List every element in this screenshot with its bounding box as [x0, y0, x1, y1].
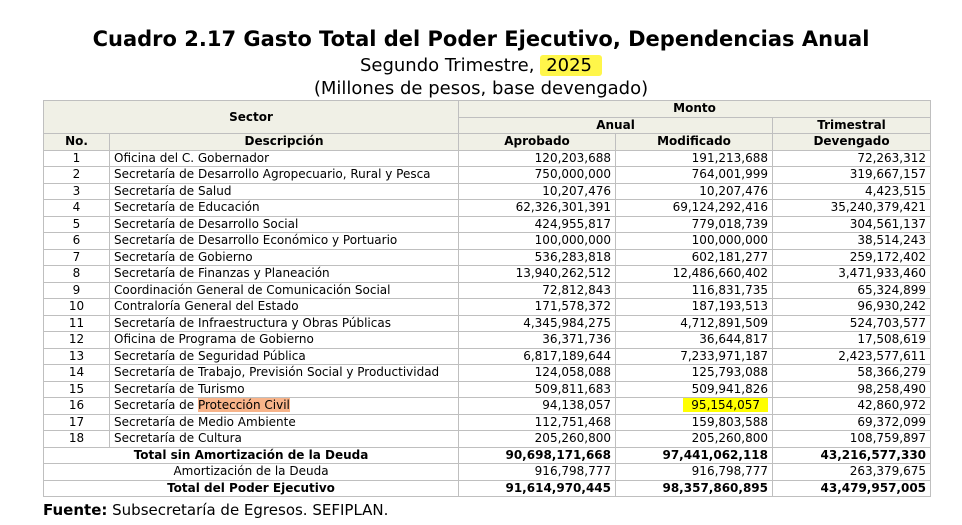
header-modificado: Modificado	[616, 134, 773, 151]
header-descripcion: Descripción	[110, 134, 459, 151]
total-sin-amortizacion-devengado: 43,216,577,330	[773, 447, 931, 464]
row-devengado: 524,703,577	[773, 315, 931, 332]
row-devengado: 96,930,242	[773, 299, 931, 316]
row-description: Secretaría de Desarrollo Económico y Portuario	[110, 233, 459, 250]
modificado-highlight: 95,154,057	[683, 398, 768, 412]
row-aprobado: 112,751,468	[459, 414, 616, 431]
page-title: Cuadro 2.17 Gasto Total del Poder Ejecutivo, Dependencias Anual	[92, 27, 870, 51]
table-row	[44, 299, 931, 316]
row-modificado: 7,233,971,187	[616, 348, 773, 365]
table-row	[44, 348, 931, 365]
table-row	[44, 414, 931, 431]
subtitle-year: 2025	[540, 55, 602, 76]
row-modificado: 12,486,660,402	[616, 266, 773, 283]
row-no: 11	[44, 315, 110, 332]
header-no: No.	[44, 134, 110, 151]
row-no: 13	[44, 348, 110, 365]
row-description: Secretaría de Seguridad Pública	[110, 348, 459, 365]
table-row	[44, 150, 931, 167]
table-row	[44, 183, 931, 200]
row-modificado: 10,207,476	[616, 183, 773, 200]
row-aprobado: 10,207,476	[459, 183, 616, 200]
row-description: Coordinación General de Comunicación Social	[110, 282, 459, 299]
row-modificado: 187,193,513	[616, 299, 773, 316]
row-aprobado: 124,058,088	[459, 365, 616, 382]
header-anual: Anual	[459, 117, 773, 134]
table-row	[44, 431, 931, 448]
row-description: Secretaría de Infraestructura y Obras Públicas	[110, 315, 459, 332]
row-no: 3	[44, 183, 110, 200]
row-no: 14	[44, 365, 110, 382]
row-no: 9	[44, 282, 110, 299]
source-label: Fuente:	[43, 501, 108, 519]
row-modificado: 4,712,891,509	[616, 315, 773, 332]
row-aprobado: 6,817,189,644	[459, 348, 616, 365]
table-row	[44, 332, 931, 349]
row-aprobado: 205,260,800	[459, 431, 616, 448]
total-sin-amortizacion-label: Total sin Amortización de la Deuda	[44, 447, 459, 464]
row-aprobado: 100,000,000	[459, 233, 616, 250]
table-row	[44, 282, 931, 299]
row-aprobado: 536,283,818	[459, 249, 616, 266]
row-modificado	[616, 398, 773, 415]
row-description: Oficina de Programa de Gobierno	[110, 332, 459, 349]
table-row	[44, 249, 931, 266]
total-poder-ejecutivo-modificado: 98,357,860,895	[616, 480, 773, 497]
total-poder-ejecutivo-label: Total del Poder Ejecutivo	[44, 480, 459, 497]
row-description: Secretaría de Trabajo, Previsión Social y Productividad	[110, 365, 459, 382]
row-description: Secretaría de Turismo	[110, 381, 459, 398]
row-description: Contraloría General del Estado	[110, 299, 459, 316]
row-devengado: 4,423,515	[773, 183, 931, 200]
row-devengado: 42,860,972	[773, 398, 931, 415]
row-aprobado: 171,578,372	[459, 299, 616, 316]
row-devengado: 98,258,490	[773, 381, 931, 398]
header-sector: Sector	[44, 101, 459, 134]
row-modificado: 159,803,588	[616, 414, 773, 431]
expenditure-table	[43, 100, 931, 497]
row-devengado: 259,172,402	[773, 249, 931, 266]
row-description-prefix: Secretaría de	[114, 398, 198, 413]
row-modificado: 36,644,817	[616, 332, 773, 349]
source-text: Subsecretaría de Egresos. SEFIPLAN.	[107, 501, 389, 519]
row-description: Secretaría de Finanzas y Planeación	[110, 266, 459, 283]
row-modificado: 602,181,277	[616, 249, 773, 266]
row-no: 15	[44, 381, 110, 398]
amortizacion-label: Amortización de la Deuda	[44, 464, 459, 481]
row-devengado: 69,372,099	[773, 414, 931, 431]
table-row	[44, 266, 931, 283]
row-aprobado: 120,203,688	[459, 150, 616, 167]
total-sin-amortizacion-row	[44, 447, 931, 464]
table-row	[44, 200, 931, 217]
row-no: 5	[44, 216, 110, 233]
row-no: 10	[44, 299, 110, 316]
row-aprobado: 36,371,736	[459, 332, 616, 349]
row-devengado: 319,667,157	[773, 167, 931, 184]
row-devengado: 17,508,619	[773, 332, 931, 349]
row-description	[110, 398, 459, 415]
amortizacion-aprobado: 916,798,777	[459, 464, 616, 481]
row-description: Secretaría de Gobierno	[110, 249, 459, 266]
row-aprobado: 424,955,817	[459, 216, 616, 233]
row-description: Secretaría de Cultura	[110, 431, 459, 448]
table-row	[44, 216, 931, 233]
header-monto: Monto	[459, 101, 931, 118]
row-devengado: 72,263,312	[773, 150, 931, 167]
row-modificado: 764,001,999	[616, 167, 773, 184]
row-modificado: 100,000,000	[616, 233, 773, 250]
table-row	[44, 398, 931, 415]
row-no: 17	[44, 414, 110, 431]
table-row	[44, 315, 931, 332]
row-aprobado: 4,345,984,275	[459, 315, 616, 332]
table-row	[44, 233, 931, 250]
row-no: 2	[44, 167, 110, 184]
row-modificado: 191,213,688	[616, 150, 773, 167]
row-no: 7	[44, 249, 110, 266]
table-row	[44, 167, 931, 184]
row-description: Secretaría de Desarrollo Agropecuario, Rural y Pesca	[110, 167, 459, 184]
row-description: Secretaría de Desarrollo Social	[110, 216, 459, 233]
row-no: 8	[44, 266, 110, 283]
amortizacion-row	[44, 464, 931, 481]
page-subtitle	[0, 55, 962, 77]
row-devengado: 2,423,577,611	[773, 348, 931, 365]
row-devengado: 304,561,137	[773, 216, 931, 233]
row-modificado: 69,124,292,416	[616, 200, 773, 217]
row-devengado: 65,324,899	[773, 282, 931, 299]
row-modificado: 509,941,826	[616, 381, 773, 398]
row-aprobado: 94,138,057	[459, 398, 616, 415]
table-row	[44, 365, 931, 382]
header-devengado: Devengado	[773, 134, 931, 151]
source-note	[43, 500, 388, 520]
row-aprobado: 509,811,683	[459, 381, 616, 398]
total-sin-amortizacion-aprobado: 90,698,171,668	[459, 447, 616, 464]
row-no: 1	[44, 150, 110, 167]
row-modificado: 205,260,800	[616, 431, 773, 448]
row-devengado: 38,514,243	[773, 233, 931, 250]
total-poder-ejecutivo-row	[44, 480, 931, 497]
row-no: 6	[44, 233, 110, 250]
units-note: (Millones de pesos, base devengado)	[313, 78, 649, 99]
row-aprobado: 750,000,000	[459, 167, 616, 184]
row-devengado: 108,759,897	[773, 431, 931, 448]
row-description: Secretaría de Medio Ambiente	[110, 414, 459, 431]
row-modificado: 125,793,088	[616, 365, 773, 382]
total-poder-ejecutivo-aprobado: 91,614,970,445	[459, 480, 616, 497]
total-sin-amortizacion-modificado: 97,441,062,118	[616, 447, 773, 464]
subtitle-prefix: Segundo Trimestre,	[359, 55, 541, 76]
row-description: Secretaría de Salud	[110, 183, 459, 200]
row-description-highlight: Protección Civil	[197, 398, 290, 413]
row-devengado: 58,366,279	[773, 365, 931, 382]
row-description: Secretaría de Educación	[110, 200, 459, 217]
row-no: 4	[44, 200, 110, 217]
table-row	[44, 381, 931, 398]
row-description: Oficina del C. Gobernador	[110, 150, 459, 167]
row-no: 18	[44, 431, 110, 448]
row-devengado: 35,240,379,421	[773, 200, 931, 217]
amortizacion-devengado: 263,379,675	[773, 464, 931, 481]
header-trimestral: Trimestral	[773, 117, 931, 134]
row-aprobado: 62,326,301,391	[459, 200, 616, 217]
total-poder-ejecutivo-devengado: 43,479,957,005	[773, 480, 931, 497]
row-no: 16	[44, 398, 110, 415]
row-aprobado: 13,940,262,512	[459, 266, 616, 283]
row-modificado: 116,831,735	[616, 282, 773, 299]
amortizacion-modificado: 916,798,777	[616, 464, 773, 481]
row-modificado: 779,018,739	[616, 216, 773, 233]
header-aprobado: Aprobado	[459, 134, 616, 151]
row-aprobado: 72,812,843	[459, 282, 616, 299]
row-no: 12	[44, 332, 110, 349]
row-devengado: 3,471,933,460	[773, 266, 931, 283]
